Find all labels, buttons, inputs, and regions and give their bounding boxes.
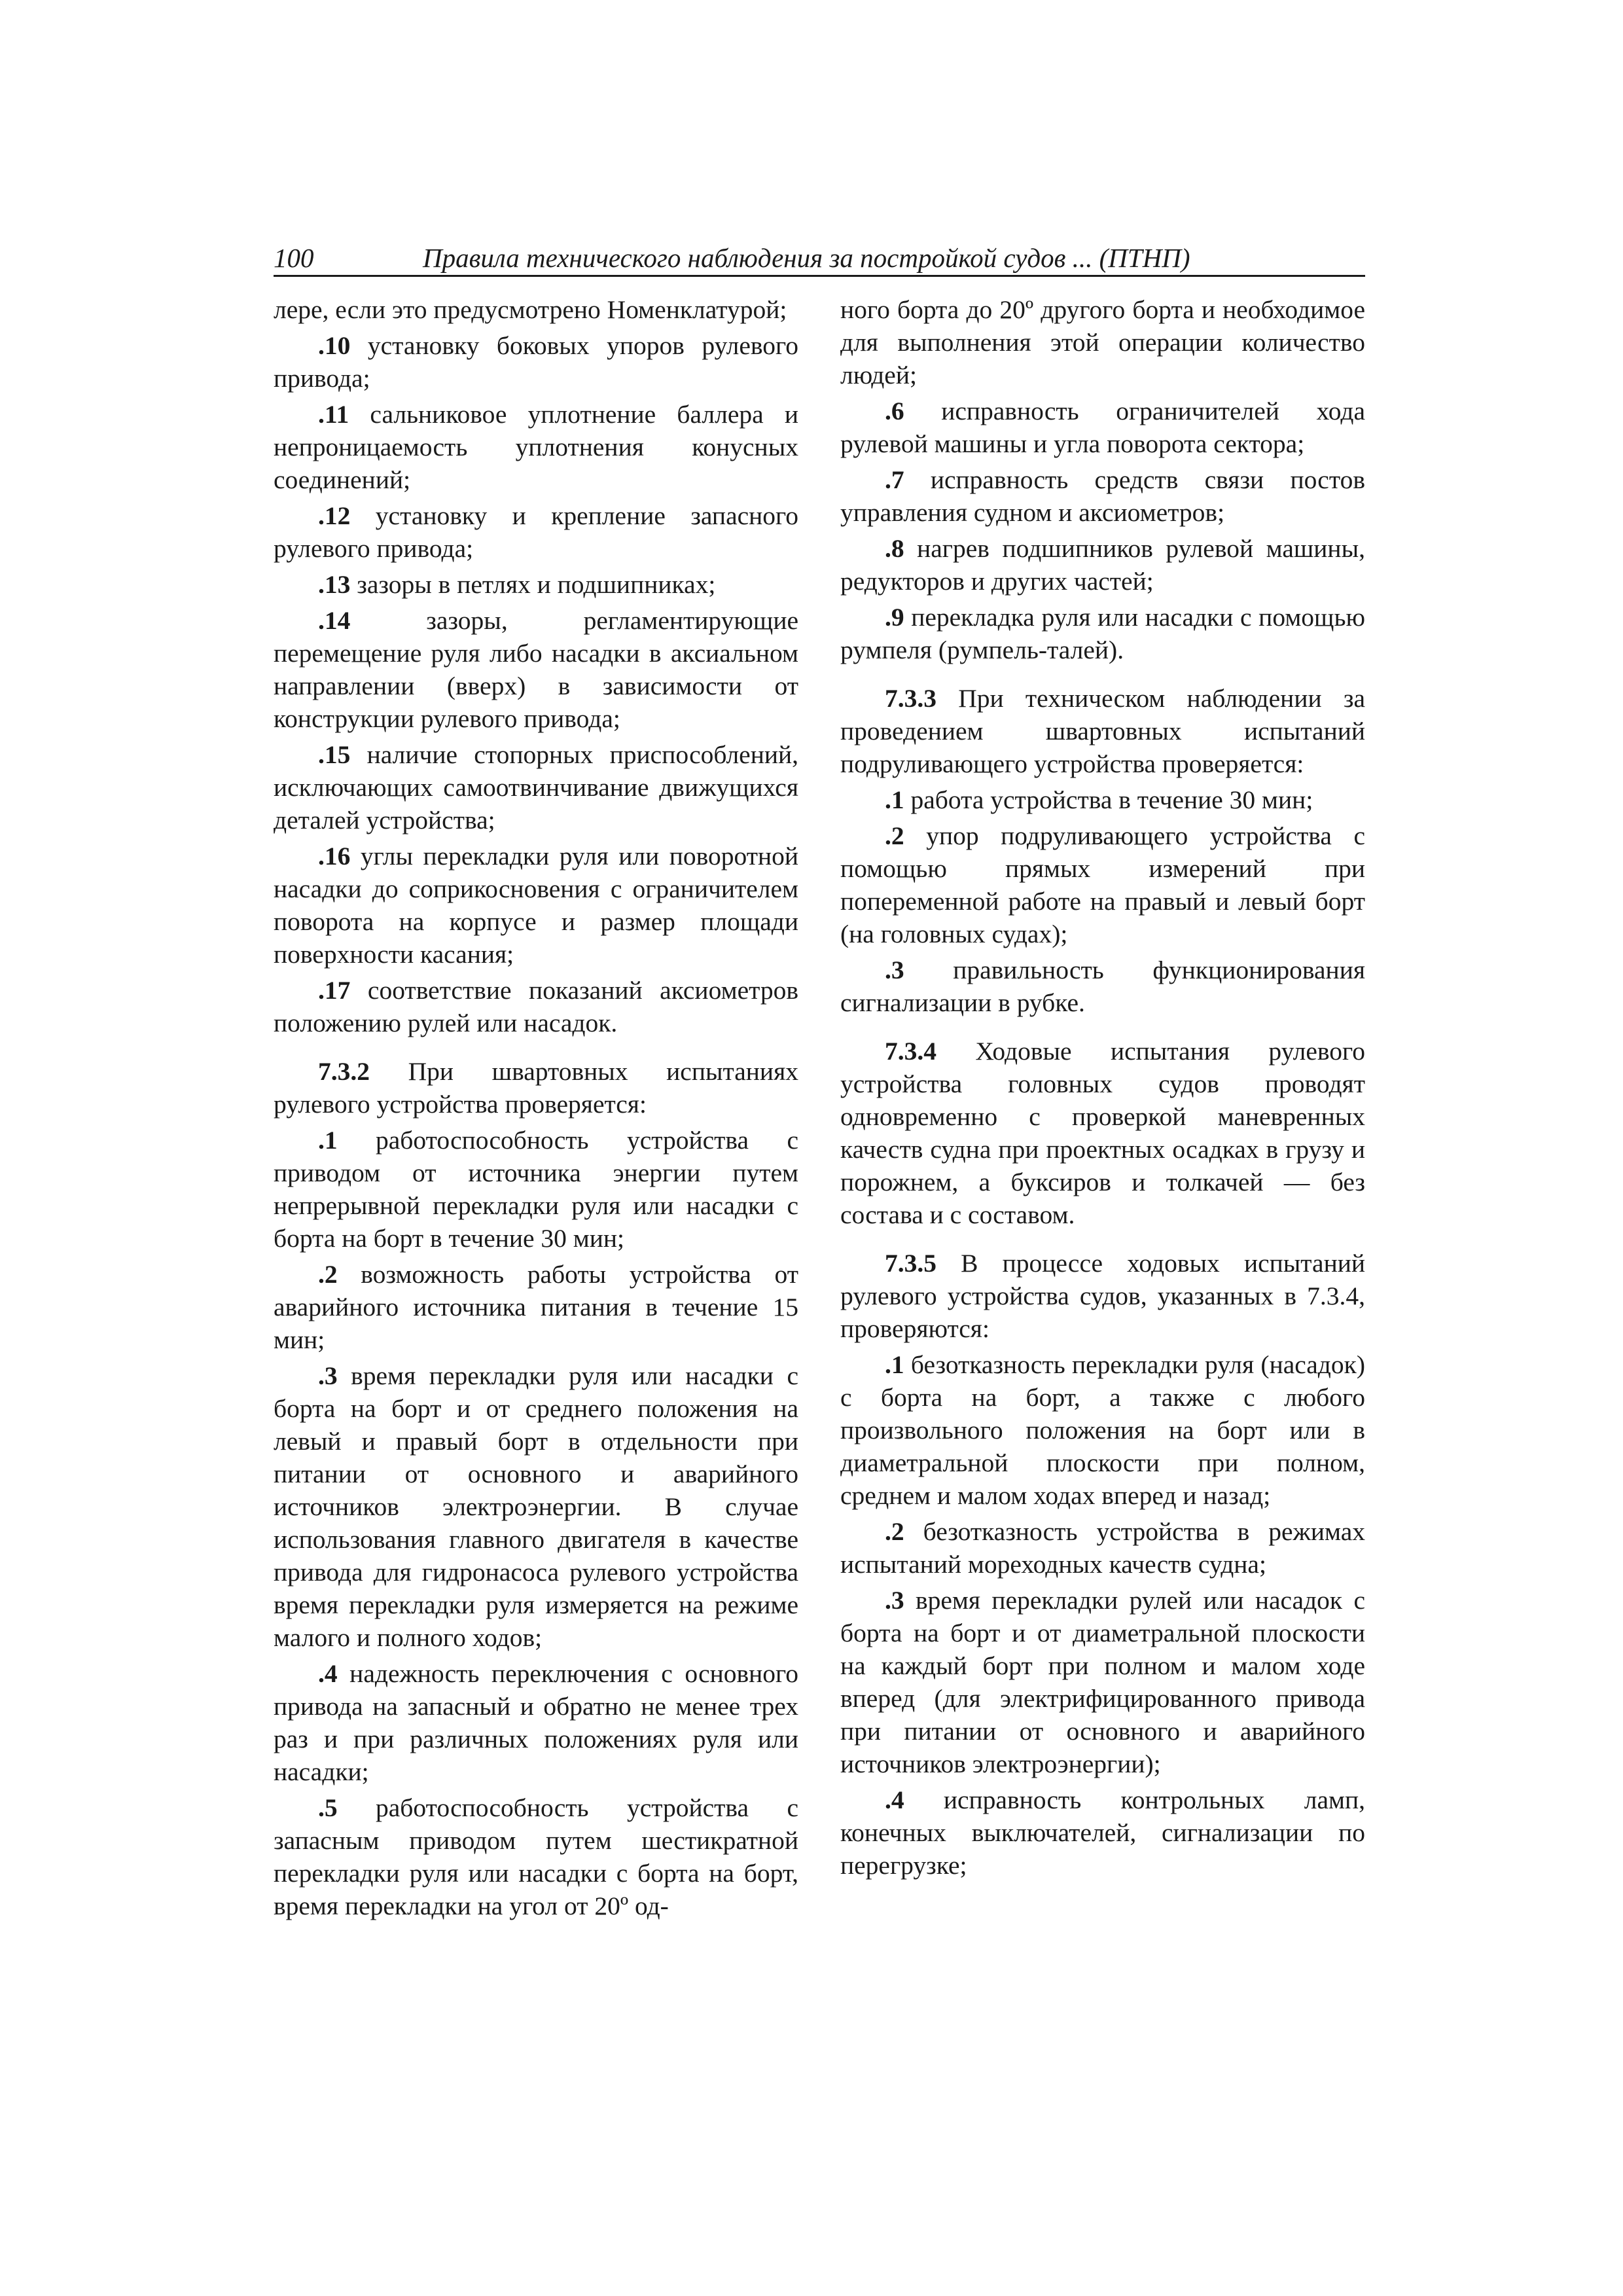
paragraph: лере, если это предусмотрено Номенклатурой;	[274, 295, 787, 324]
list-item: .11 сальниковое уплотнение баллера и непроницаемость уплотнения конусных соединений;	[274, 400, 798, 494]
list-item: .2 безотказность устройства в режимах испытаний мореходных качеств судна;	[840, 1517, 1365, 1579]
list-item: .4 исправность контрольных ламп, конечных выключателей, сигнализации по перегрузке;	[840, 1785, 1365, 1880]
list-item: .12 установку и крепление запасного рулевого привода;	[274, 501, 798, 563]
list-item: .2 возможность работы устройства от аварийного источника питания в течение 15 мин;	[274, 1260, 798, 1354]
list-item: .13 зазоры в петлях и подшипниках;	[318, 570, 716, 599]
list-item: .3 время перекладки руля или насадки с борта на борт и от среднего положения на левый и правый борт в отдельности при питании от основного и аварийного источников электроэнергии. В случае использования главного двигателя в качестве привода для гидронасоса рулевого устройства время перекладки руля измеряется на режиме малого и полного ходов;	[274, 1361, 798, 1652]
list-item: .3 время перекладки рулей или насадок с борта на борт и от диаметральной плоскости на каждый борт при полном и малом ходе вперед (для электрифицированного привода при питании от основного и аварийного источников электроэнергии);	[840, 1586, 1365, 1778]
paragraph: ного борта до 20º другого борта и необходимое для выполнения этой операции количество людей;	[840, 295, 1365, 389]
list-item: .3 правильность функционирования сигнализации в рубке.	[840, 956, 1365, 1017]
list-item: .10 установку боковых упоров рулевого привода;	[274, 331, 798, 393]
list-item: .5 работоспособность устройства с запасным приводом путем шестикратной перекладки руля или насадки с борта на борт, время перекладки на угол от 20º од-	[274, 1793, 798, 1920]
list-item: .1 безотказность перекладки руля (насадок) с борта на борт, а также с любого произвольного положения на борт или в диаметральной плоскости при полном, среднем и малом ходах вперед и назад;	[840, 1350, 1365, 1510]
list-item: .16 углы перекладки руля или поворотной насадки до соприкосновения с ограничителем поворота на корпусе и размер площади поверхности касания;	[274, 842, 798, 969]
section-paragraph: 7.3.2 При швартовных испытаниях рулевого устройства проверяется:	[274, 1057, 798, 1119]
list-item: .2 упор подруливающего устройства с помощью прямых измерений при попеременной работе на правый и левый борт (на головных судах);	[840, 821, 1365, 948]
page-number: 100	[274, 243, 314, 273]
section-paragraph: 7.3.5 В процессе ходовых испытаний рулевого устройства судов, указанных в 7.3.4, проверяются:	[840, 1249, 1365, 1343]
list-item: .6 исправность ограничителей хода рулевой машины и угла поворота сектора;	[840, 397, 1365, 458]
list-item: .1 работа устройства в течение 30 мин;	[885, 785, 1313, 814]
list-item: .14 зазоры, регламентирующие перемещение руля либо насадки в аксиальном направлении (вверх) в зависимости от конструкции рулевого привода;	[274, 606, 798, 733]
list-item: .15 наличие стопорных приспособлений, исключающих самоотвинчивание движущихся деталей устройства;	[274, 740, 798, 834]
section-paragraph: 7.3.3 При техническом наблюдении за проведением швартовных испытаний подруливающего устройства проверяется:	[840, 684, 1365, 778]
header-title: Правила технического наблюдения за постройкой судов ... (ПТНП)	[423, 243, 1190, 273]
list-item: .8 нагрев подшипников рулевой машины, редукторов и других частей;	[840, 534, 1365, 596]
list-item: .17 соответствие показаний аксиометров положению рулей или насадок.	[274, 976, 798, 1037]
running-header	[274, 241, 1365, 275]
list-item: .4 надежность переключения с основного привода на запасный и обратно не менее трех раз и при различных положениях руля или насадки;	[274, 1659, 798, 1786]
list-item: .9 перекладка руля или насадки с помощью румпеля (румпель-талей).	[840, 603, 1365, 664]
list-item: .7 исправность средств связи постов управления судном и аксиометров;	[840, 465, 1365, 527]
list-item: .1 работоспособность устройства с приводом от источника энергии путем непрерывной перекладки руля или насадки с борта на борт в течение 30 мин;	[274, 1126, 798, 1253]
header-rule	[274, 275, 1365, 277]
right-column	[840, 293, 1365, 1885]
section-paragraph: 7.3.4 Ходовые испытания рулевого устройства головных судов проводят одновременно с проверкой маневренных качеств судна при проектных осадках в грузу и порожнем, а буксиров и толкачей — без состава и с составом.	[840, 1037, 1365, 1229]
left-column	[274, 293, 798, 1926]
